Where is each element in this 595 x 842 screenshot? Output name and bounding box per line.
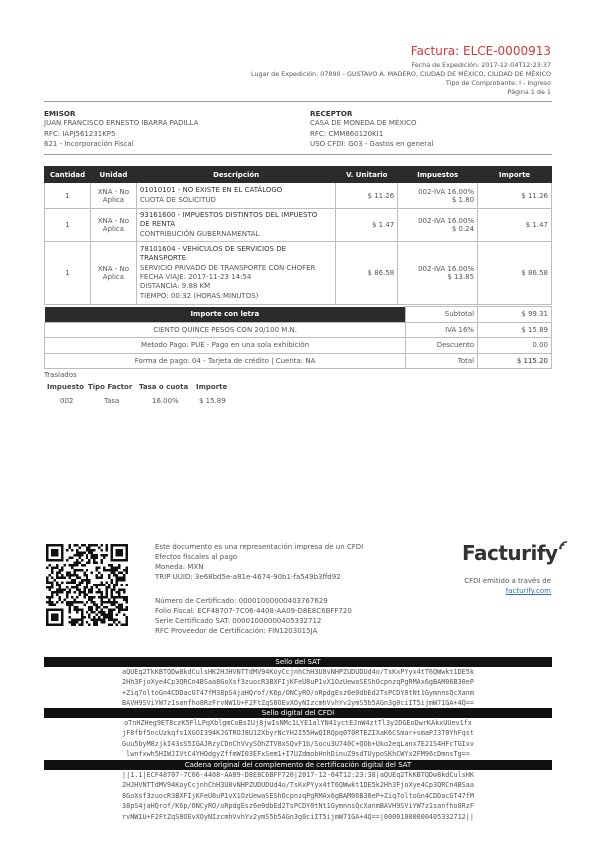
col-importe: Importe — [478, 167, 552, 183]
cfdi-info-line: Efectos fiscales al pago — [155, 553, 238, 561]
emisor-rfc: RFC: IAPJ561231KP5 — [44, 129, 116, 138]
page-number: Página 1 de 1 — [507, 88, 551, 96]
seal-line: 2Hh3FjoXye4Cp3QRCn4BSaa8GoXsf3zuocR3BXFIjKFeU8uP1vX1OzUewaSEShOcpnzqPgRMAx6gBAM06B30eP — [122, 678, 474, 687]
cell-unitario: $ 1.47 — [336, 209, 398, 242]
desc-line: TIEMPO: 00:32 (HORAS:MINUTOS) — [139, 291, 259, 300]
col-cantidad: Cantidad — [45, 167, 91, 183]
voucher-type: Tipo de Comprobante: I - Ingreso — [445, 79, 551, 87]
tax-rate: 002-IVA 16.00% — [418, 265, 475, 273]
sat-seal — [44, 667, 552, 709]
payment-method: Metodo Pago: PUE - Pago en una sola exhibición — [45, 338, 406, 354]
payment-form: Forma de pago: 04 - Tarjeta de crédito | Cuenta: NA — [45, 353, 406, 369]
issue-date: Fecha de Expedición: 2017-12-04T12:23:37 — [411, 61, 551, 69]
totals-row — [45, 338, 552, 354]
chain-line: ||1.1|ECF48707-7C06-4408-AA09-D8E8C6BFF720|2017-12-04T12:23:38|aQUEq2TkKBTQDw8kdCulsHK — [122, 771, 474, 779]
party-divider — [44, 154, 552, 155]
cfdi-info-line: Número de Certificado: 00001000000403767629 — [155, 597, 328, 605]
unit-code: XNA - No — [97, 187, 130, 196]
qr-code — [46, 544, 128, 626]
amount-in-words: CIENTO QUINCE PESOS CON 20/100 M.N. — [45, 322, 406, 338]
receptor-uso: USO CFDI: G03 - Gastos en general — [310, 140, 434, 148]
subtotal-value: $ 99.31 — [478, 307, 552, 323]
table-row — [45, 209, 552, 242]
traslados-impuesto: 002 — [60, 397, 74, 405]
receptor-name: CASA DE MONEDA DE MÉXICO — [310, 119, 417, 127]
original-chain — [44, 770, 552, 822]
invoice-title: Factura: ELCE-0000913 — [410, 44, 551, 58]
col-impuestos: Impuestos — [398, 167, 478, 183]
chain-line: 8GoXsf3zuocR3BXFIjKFeU8uP1vX1OzUewaSEShOcpnzqPgRMAx6gBAM06B30eP+Ziq7oltoGn4CDDacGT47fM — [122, 791, 474, 800]
receptor-rfc: RFC: CMM860120KI1 — [310, 129, 384, 138]
issue-place: Lugar de Expedición: 07890 - GUSTAVO A. MADERO, CIUDAD DE MÉXICO, CIUDAD DE MÉXICO — [251, 70, 551, 78]
desc-line: 93161600 - IMPUESTOS DISTINTOS DEL IMPUESTO — [139, 211, 318, 220]
table-row — [45, 183, 552, 209]
totals-row — [45, 322, 552, 338]
discount-value: 0.00 — [478, 338, 552, 354]
desc-line: DE RENTA — [139, 220, 175, 229]
items-table — [44, 166, 552, 305]
cell-unidad — [90, 242, 136, 305]
cell-cantidad: 1 — [45, 183, 91, 209]
cfdi-info-line: TRIP UUID: 3e68bd5e-a81e-4674-90b1-fa549b3ffd92 — [155, 573, 341, 581]
emisor-name: JUAN FRANCISCO ERNESTO IBARRA PADILLA — [44, 119, 199, 127]
cfdi-info-line: Moneda: MXN — [155, 563, 204, 571]
col-descripcion: Descripción — [136, 167, 335, 183]
seal-line: oTnHZHeg9ET8czK5FlLPqXblgmCoBsIUj8jwIsNMc1LYE1alYN41yctEJnW4ztTl3y2DGEoDwrKAkxUUev1fx — [124, 719, 472, 727]
cell-descripcion — [136, 183, 335, 209]
traslados-col-importe: Importe — [196, 383, 228, 391]
amount-in-words-title: Importe con letra — [45, 307, 406, 323]
traslados-col-tipo-factor: Tipo Factor — [88, 383, 133, 391]
traslados-tipo-factor: Tasa — [104, 397, 120, 405]
table-row — [45, 242, 552, 305]
cfdi-seal — [44, 718, 552, 760]
header-divider — [44, 101, 552, 102]
cell-unidad — [90, 209, 136, 242]
traslados-importe: $ 15.89 — [199, 397, 226, 405]
emisor-title: EMISOR — [44, 109, 76, 118]
facturify-logo — [462, 541, 568, 565]
desc-line: SERVICIO PRIVADO DE TRANSPORTE CON CHOFER — [139, 263, 316, 272]
col-unidad: Unidad — [90, 167, 136, 183]
wifi-icon — [559, 541, 568, 550]
seal-line: jF8fbf5ncUzkqfs1XGOI394KJGTROJ8U12XbyrNcYH2I55HwQIRQpq0T0RTEZIXaK6CSmar+smaPJ3T0YhFqst — [122, 729, 474, 738]
cell-cantidad: 1 — [45, 209, 91, 242]
chain-line: 38pS4jaHQrof/K6p/ONCyRO/oRpdgEsz6e0dbEd2TsPCDY0tNt1GymnnsQcXanmBAVH9SViYW7z1sanfho8RzF — [122, 802, 474, 811]
emisor-block — [44, 109, 198, 150]
tax-rate: 002-IVA 16.00% — [418, 187, 475, 196]
col-unitario: V. Unitario — [336, 167, 398, 183]
desc-line: FECHA VIAJE: 2017-11-23 14:54 — [139, 273, 252, 281]
seal-line: lwnfxwh5HIWJIVtC4YHOdgyZffmWI03EFxSem1+I7UZdmobHnhDinuZ9sdTUypoSKhCWYx2FM96cDmnsTg== — [126, 750, 470, 759]
original-chain-title: Cadena original del complemento de certificación digital del SAT — [44, 760, 552, 770]
facturify-link[interactable]: facturify.com — [505, 587, 551, 595]
cfdi-info-line: Serie Certificado SAT: 00001000000405332712 — [155, 617, 322, 625]
brand-caption — [464, 576, 551, 596]
totals-row — [45, 353, 552, 369]
seal-line: +Ziq7oltoGn4CDDacGT47fM38pS4jaHQrof/K6p/ONCyRO/oRpdgEsz6e0dbEd2TsPCDY0tNt1GymnnsQcXanm — [122, 688, 474, 697]
total-value: $ 115.20 — [478, 353, 552, 369]
cell-importe: $ 11.26 — [478, 183, 552, 209]
receptor-title: RECEPTOR — [310, 109, 353, 118]
cell-importe: $ 1.47 — [478, 209, 552, 242]
chain-line: 2HJHVNTTdMV94KoyCcjnhChH3U8vNHPZUDUDUd4o/TsKxPYyx4tT6QWwkt1DE5k2Hh3FjoXye4Cp3QRCn4BSaa — [122, 781, 474, 790]
discount-label: Descuento — [406, 338, 478, 354]
tax-amount: $ 13.85 — [447, 273, 475, 281]
desc-line: CONTRIBUCIÓN GUBERNAMENTAL — [139, 229, 260, 238]
iva-value: $ 15.89 — [478, 322, 552, 338]
cell-unitario: $ 86.58 — [336, 242, 398, 305]
receptor-block — [310, 109, 433, 150]
desc-line: CUOTA DE SOLICITUD — [139, 195, 216, 204]
chain-line: rvNW1U+F2FtZqS0OEvXOyNIzcmhVvhYv2ymS5b5AGn3g0ciIT5ijmW71GA+4Q==|00001000000405332712|| — [122, 812, 474, 821]
seal-line: Guu5byM8zjkI43sS5IGAJRzyCDnChVvySOhZTV8xSQvF1b/Socu3U740C+QOb+Uko2eqLanx7E21S4HFcTGIxv — [122, 739, 474, 748]
cfdi-info-line: Este documento es una representación impresa de un CFDI — [155, 543, 364, 551]
cfdi-info-line: Folio Fiscal: ECF48707-7C06-4408-AA09-D8E8C6BFF720 — [155, 607, 352, 615]
desc-line: 01010101 - NO EXISTE EN EL CATÁLOGO — [139, 186, 283, 195]
cell-unitario: $ 11.26 — [336, 183, 398, 209]
seal-line: aQUEq2TkKBTQDw8kdCulsHK2HJHVNTTdMV94KoyCcjnhChH3U8vNHPZUDUDUd4o/TsKxPYyx4tT6QWwkt1DE5k — [122, 668, 474, 676]
unit-code: XNA - No — [97, 217, 130, 225]
desc-line: TRANSPORTE — [139, 254, 187, 263]
cell-importe: $ 86.58 — [478, 242, 552, 305]
unit-name: Aplica — [102, 225, 125, 233]
sat-seal-title: Sello del SAT — [44, 657, 552, 667]
emisor-regimen: 621 - Incorporación Fiscal — [44, 140, 134, 148]
logo-text: Facturify — [462, 541, 558, 565]
unit-name: Aplica — [102, 273, 125, 281]
cell-descripcion — [136, 242, 335, 305]
totals-row — [45, 307, 552, 323]
seal-line: BAVH9SViYW7z1sanfho8RzFrvNW1U+F2FtZqS0OEvXOyNIzcmhVvhYv2ymS5b5AGn3g0ciIT5ijmW71GA+4Q== — [122, 699, 474, 708]
traslados-title: Traslados — [44, 371, 77, 379]
cell-unidad — [90, 183, 136, 209]
cfdi-info-line: RFC Proveedor de Certificación: FIN1203015JA — [155, 627, 318, 635]
traslados-col-tasa: Tasa o cuota — [139, 383, 189, 391]
cell-impuestos — [398, 183, 478, 209]
unit-code: XNA - No — [97, 265, 130, 273]
totals-table — [44, 306, 552, 369]
subtotal-label: Subtotal — [406, 307, 478, 323]
tax-amount: $ 1.80 — [451, 195, 475, 204]
iva-label: IVA 16% — [406, 322, 478, 338]
items-header-row — [45, 167, 552, 183]
cell-impuestos — [398, 242, 478, 305]
cell-descripcion — [136, 209, 335, 242]
desc-line: 78101604 - VEHÍCULOS DE SERVICIOS DE — [139, 245, 287, 254]
traslados-col-impuesto: Impuesto — [47, 383, 84, 391]
desc-line: DISTANCIA: 9.88 KM — [139, 282, 211, 291]
cell-impuestos — [398, 209, 478, 242]
cell-cantidad: 1 — [45, 242, 91, 305]
unit-name: Aplica — [102, 195, 125, 204]
tax-amount: $ 0.24 — [451, 225, 475, 233]
traslados-tasa: 16.00% — [152, 397, 179, 405]
issued-through: CFDI emitido a través de — [464, 577, 551, 585]
total-label: Total — [406, 353, 478, 369]
cfdi-seal-title: Sello digital del CFDI — [44, 708, 552, 718]
tax-rate: 002-IVA 16.00% — [418, 217, 475, 225]
